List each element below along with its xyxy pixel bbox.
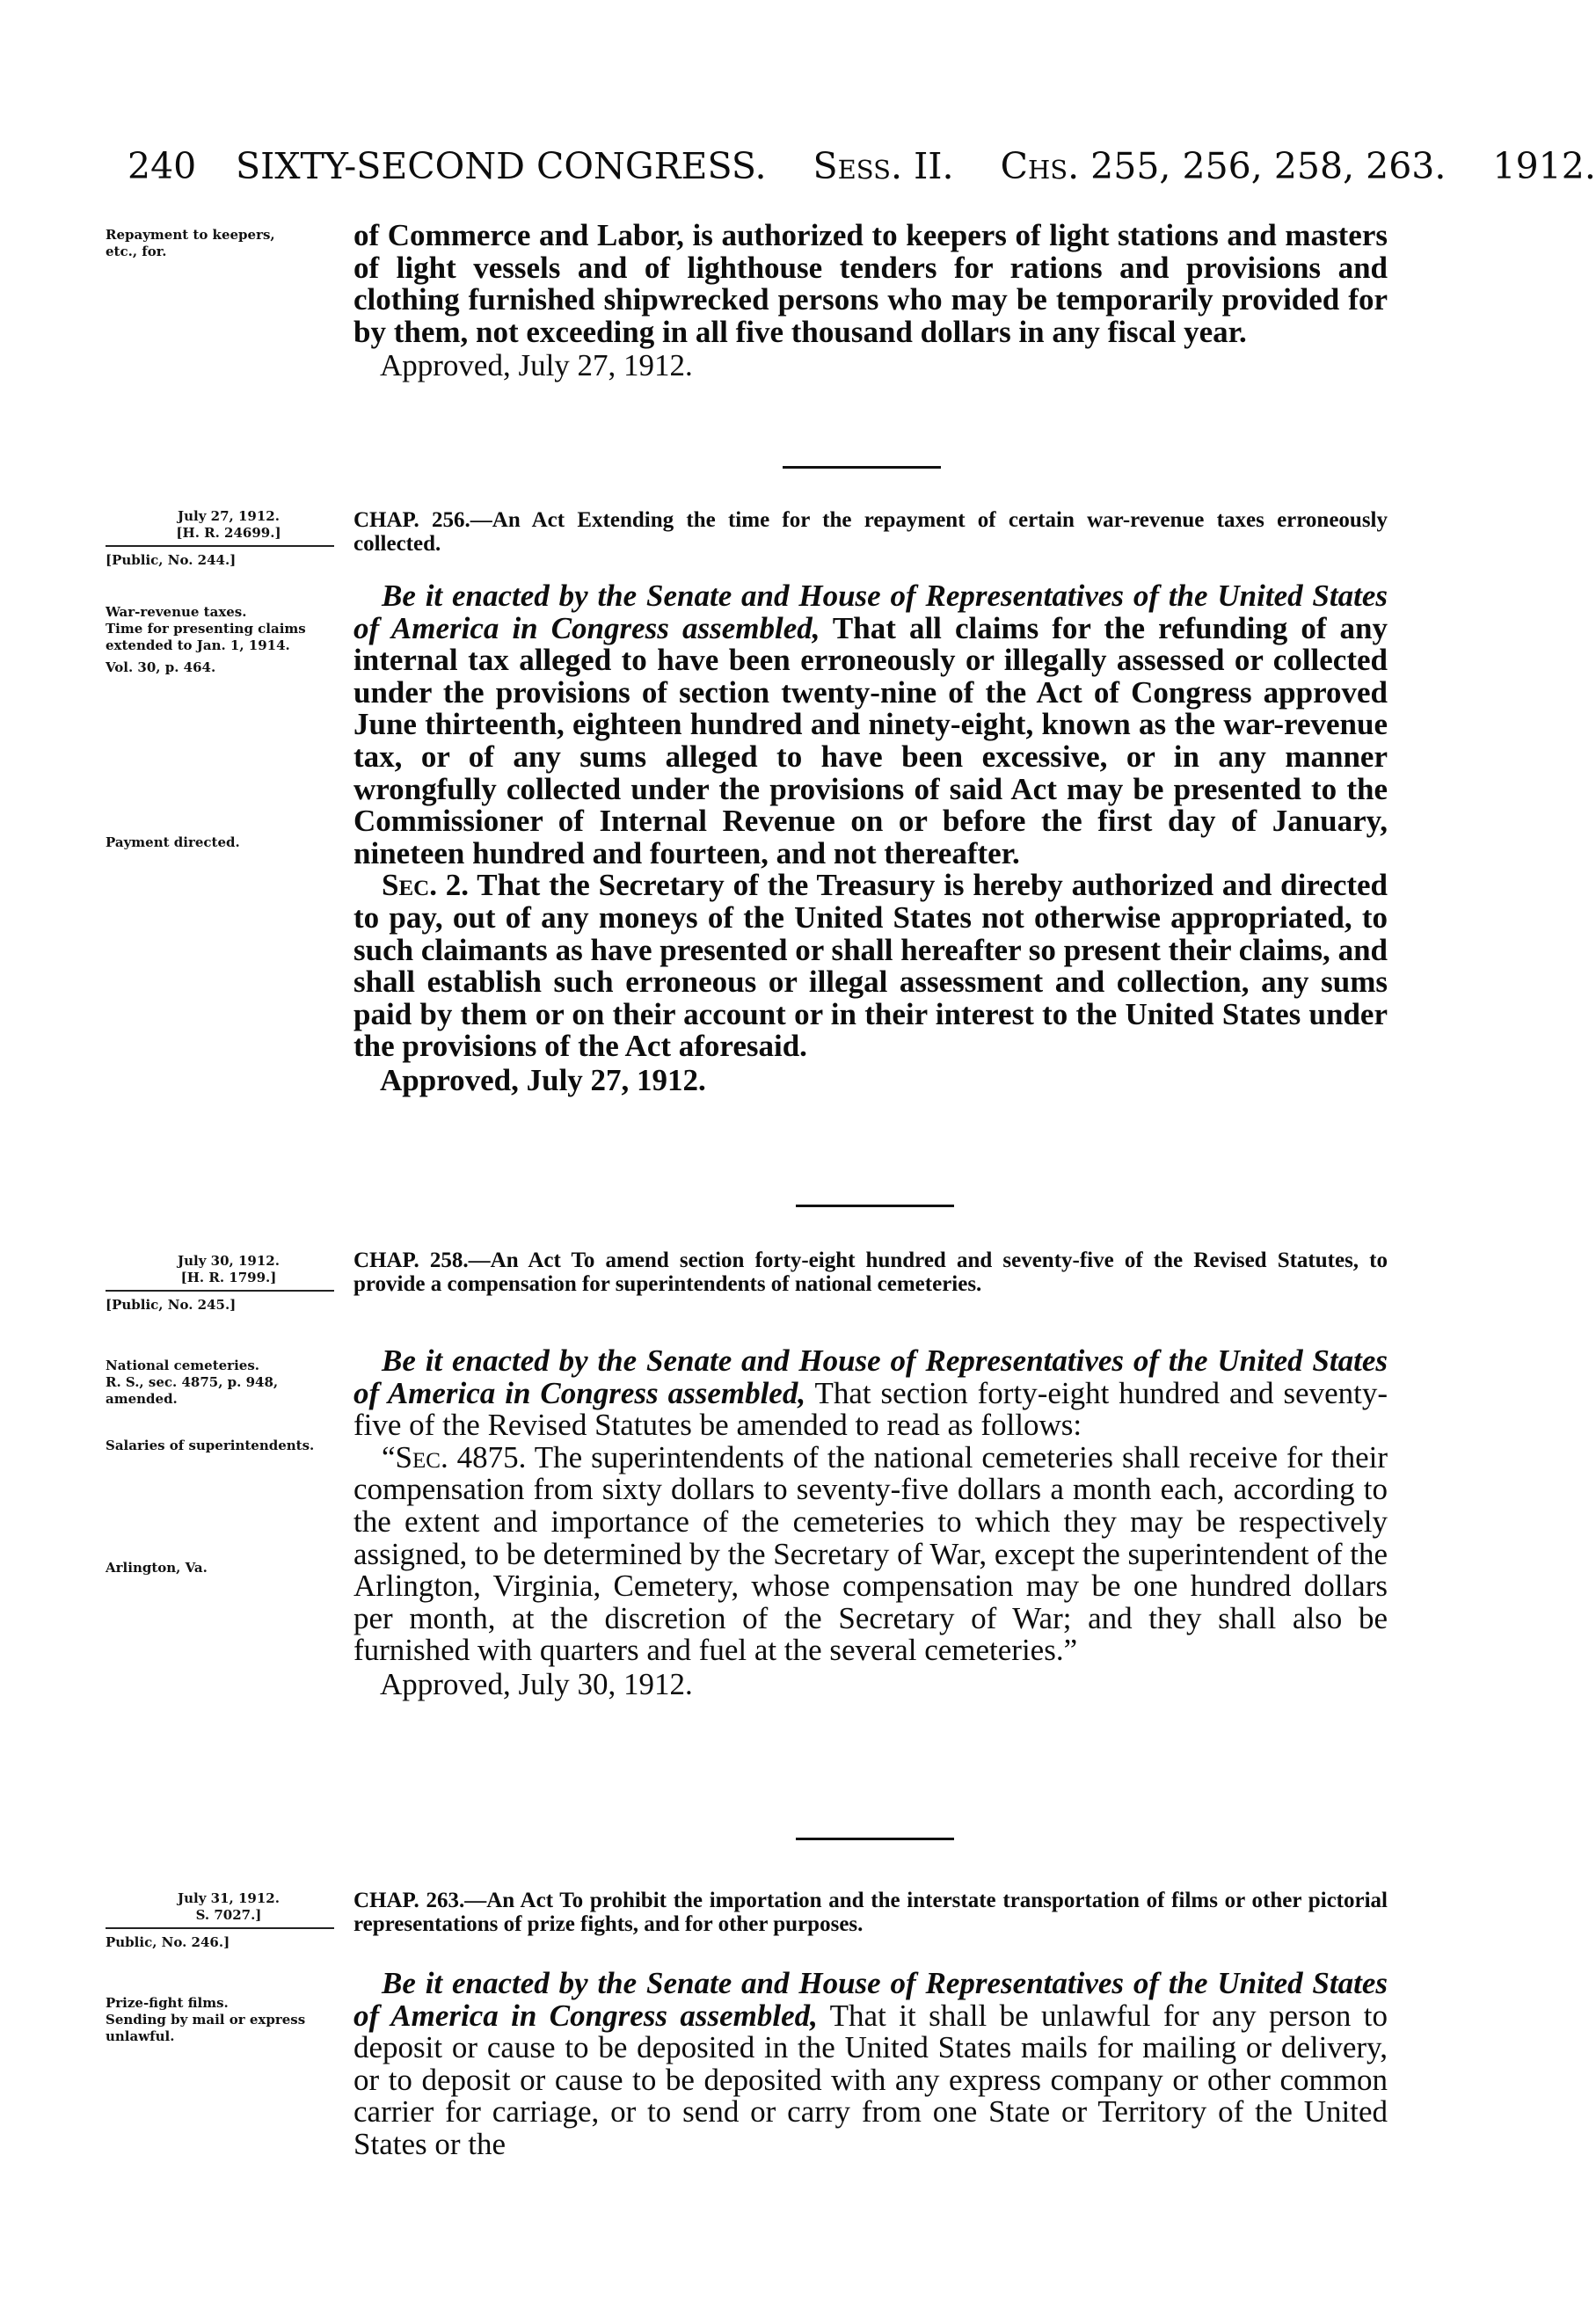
chap263-note-sending: Sending by mail or express unlawful.	[106, 2012, 306, 2044]
running-header	[128, 145, 1596, 187]
chap258-sec4875: The superintendents of the national cemeteries shall receive for their compensation from sixty dollars to seventy-five dollars a month each, according to the extent and importance of the cemeteries to which they may be respectively assigned, to be determined by the Secretary of War, except the superintendent of the Arlington, Virginia, Cemetery, whose compensation may be one hundred dollars per month, at the discretion of the Secretary of War; and they shall also be furnished with quarters and fuel at the several cemeteries.”	[353, 1439, 1388, 1668]
chap256-sec2: That the Secretary of the Treasury is hereby authorized and directed to pay, out of any moneys of the United States not otherwise appropriated, to such claimants as have presented or shall hereafter so present their claims, and shall establish such erroneous or illegal assessment and collection, any sums paid by them or on their account or in their interest to the United States under the provisions of the Act aforesaid.	[353, 868, 1388, 1064]
chap263-enacting: Be it enacted by the Senate and House of Representatives of the United States of America in Congress assembled,	[353, 1966, 1388, 2033]
chap256-note-taxes: War-revenue taxes.	[106, 604, 247, 620]
congress-title: SIXTY-SECOND CONGRESS.	[236, 145, 767, 187]
chap256-note-vol: Vol. 30, p. 464.	[106, 659, 216, 675]
prev-section-text: of Commerce and Labor, is authorized to keepers of light stations and masters of light vessels and of lighthouse tenders for rations and provisions and clothing furnished shipwrecked persons who may be temporarily provided for by them, not exceeding in all five thousand dollars in any fiscal year.	[353, 218, 1388, 349]
chap258-sec1: That section forty-eight hundred and seventy-five of the Revised Statutes be amended to read as follows:	[353, 1375, 1388, 1443]
chap263-sec1: That it shall be unlawful for any person to deposit or cause to be deposited in the United States mails for mailing or delivery, or to deposit or cause to be deposited with any express company or other common carrier for carriage, or to send or carry from one State or Territory of the United States or the	[353, 1998, 1388, 2161]
chap256-sec2-label: Sec. 2.	[382, 868, 470, 903]
chapters-label: Chs. 255, 256, 258, 263.	[1000, 145, 1447, 187]
chap258-note-rs: R. S., sec. 4875, p. 948, amended.	[106, 1374, 279, 1407]
chap256-approved: Approved, July 27, 1912.	[380, 1062, 706, 1097]
chap256-margin	[106, 508, 352, 851]
section-divider	[796, 1205, 954, 1207]
chap256-date: July 27, 1912.	[178, 508, 280, 524]
year-label: 1912.	[1492, 145, 1596, 187]
chap258-sec4875-label: “Sec. 4875.	[382, 1439, 527, 1474]
chap263-bill: S. 7027.]	[195, 1907, 262, 1923]
margin-note-repayment: Repayment to keepers, etc., for.	[106, 227, 275, 259]
chap258-body	[353, 1345, 1388, 1701]
chap258-note-salaries: Salaries of superintendents.	[106, 1438, 315, 1453]
chap256-heading: CHAP. 256.—An Act Extending the time for the repayment of certain war-revenue taxes erroneously collected.	[353, 508, 1388, 556]
chap258-enacting: Be it enacted by the Senate and House of Representatives of the United States of America in Congress assembled,	[353, 1343, 1388, 1410]
chap256-public: [Public, No. 244.]	[106, 552, 237, 568]
chap256-enacting: Be it enacted by the Senate and House of Representatives of the United States of America in Congress assembled,	[353, 579, 1388, 645]
chap263-body	[353, 1968, 1388, 2161]
chap256-bill: [H. R. 24699.]	[176, 525, 281, 541]
chap256-body	[353, 580, 1388, 1097]
chap263-public: Public, No. 246.]	[106, 1934, 230, 1950]
chap258-note-cemeteries: National cemeteries.	[106, 1358, 259, 1373]
chap258-note-arlington: Arlington, Va.	[106, 1560, 208, 1576]
chap263-date: July 31, 1912.	[178, 1890, 280, 1906]
prev-section-approved: Approved, July 27, 1912.	[380, 348, 693, 383]
chap258-public: [Public, No. 245.]	[106, 1297, 237, 1313]
chap263-note-films: Prize-fight films.	[106, 1995, 229, 2011]
section-divider	[783, 466, 941, 469]
chap263-margin	[106, 1890, 352, 2045]
chap263-heading: CHAP. 263.—An Act To prohibit the importation and the interstate transportation of films or other pictorial representations of prize fights, and for other purposes.	[353, 1889, 1388, 1936]
margin-rule	[106, 1927, 334, 1929]
session-label: Sess. II.	[813, 145, 954, 187]
chap256-note-time: Time for presenting claims extended to Jan. 1, 1914.	[106, 621, 306, 653]
chap256-sec1: That all claims for the refunding of any internal tax alleged to have been erroneously or illegally assessed or collected under the provisions of section twenty-nine of the Act of Congress approved June thirteenth, eighteen hundred and ninety-eight, known as the war-revenue tax, or of any sums alleged to have been excessive, or in any manner wrongfully collected under the provisions of said Act may be presented to the Commissioner of Internal Revenue on or before the first day of January, nineteen hundred and fourteen, and not thereafter.	[353, 610, 1388, 870]
chap256-note-payment: Payment directed.	[106, 834, 240, 850]
section-divider	[796, 1838, 954, 1840]
chap258-date: July 30, 1912.	[178, 1253, 280, 1269]
chap258-heading: CHAP. 258.—An Act To amend section forty-eight hundred and seventy-five of the Revised Statutes, to provide a compensation for superintendents of national cemeteries.	[353, 1249, 1388, 1296]
margin-rule	[106, 1290, 334, 1292]
margin-rule	[106, 545, 334, 547]
chap258-approved: Approved, July 30, 1912.	[380, 1666, 693, 1701]
chap258-bill: [H. R. 1799.]	[180, 1270, 277, 1285]
prev-section-body	[353, 220, 1388, 382]
chap258-margin	[106, 1253, 352, 1576]
page-number: 240	[128, 145, 197, 187]
